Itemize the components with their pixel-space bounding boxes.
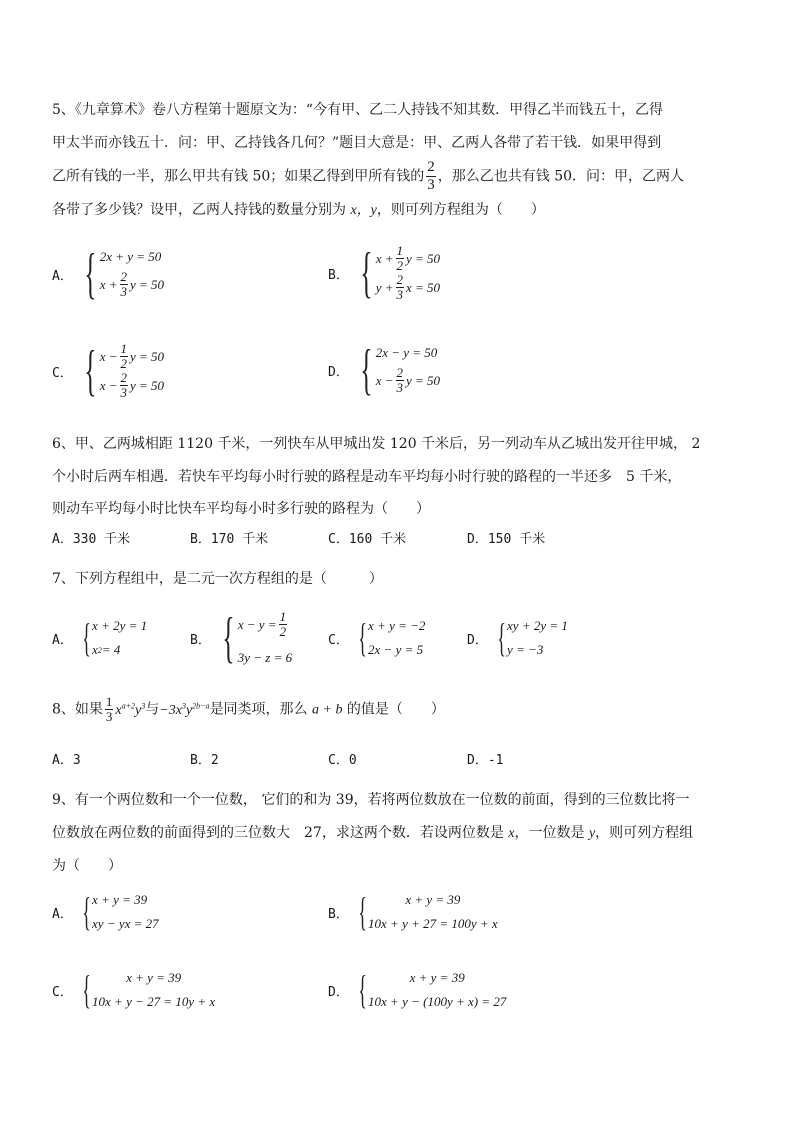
q8-option-a[interactable]: A．3 [52,753,81,768]
q5-option-d[interactable]: D． { 2x − y = 50 x − $\frac{2}{3}$ y = 50 [328,339,441,401]
q5-option-a[interactable]: A． { 2x + y = 50 x + $\frac{2}{3}$ y = 50 [52,243,165,305]
q9-option-d[interactable]: D． { x + y = 39 10x + y − (100y + x) = 27 [328,967,507,1012]
q8-option-c[interactable]: C．0 [328,753,357,768]
question-5-stem: 5、《九章算术》卷八方程第十题原文为：“今有甲、乙二人持钱不知其数．甲得乙半而钱五十，乙得 甲太半而亦钱五十．问：甲、乙持钱各几何？”题目大意是：甲、乙两人各带了若干钱．如果甲得到 乙所有钱的一半，那么甲共有钱 50；如果乙得到甲所有钱的 $\frac{2}{3}$ ，那么乙也共有钱 50．问：甲，乙两人 各带了多少钱？设甲，乙两人持钱的数量分别为 x，y，则可列方程组为（ ） [52,102,685,218]
q9-option-a[interactable]: A． { x + y = 39 xy − yx = 27 [52,889,159,934]
q7-option-d[interactable]: D． { xy + 2y = 1 y = −3 [467,615,568,660]
q8-option-b[interactable]: B．2 [190,753,219,768]
question-7-stem: 7、下列方程组中，是二元一次方程组的是（ ） [52,571,383,587]
q6-option-c[interactable]: C．160 千米 [328,532,407,547]
q5-option-b[interactable]: B． { x + $\frac{1}{2}$ y = 50 y + $\frac{2}{3}$ x = 50 [328,242,441,304]
q8-option-d[interactable]: D．-1 [467,753,504,768]
q5-option-c[interactable]: C． { x − $\frac{1}{2}$ y = 50 x − $\frac{2}{3}$ y = 50 [52,340,165,402]
q9-option-b[interactable]: B． { x + y = 39 10x + y + 27 = 100y + x [328,889,498,934]
q7-option-a[interactable]: A． { x + 2y = 1 x 2 = 4 [52,615,148,660]
q9-option-c[interactable]: C． { x + y = 39 10x + y − 27 = 10y + x [52,967,216,1012]
q7-option-b[interactable]: B． { x − y = $\frac{1}{2}$ 3y − z = 6 [190,607,293,669]
q6-option-d[interactable]: D．150 千米 [467,532,546,547]
question-8-stem: 8、如果 $\frac{1}{3}$ $x^{a+2}y^3$与$-3x^3y^{2b-a}$是同类项，那么 a + b 的值是（ ） [52,694,445,725]
question-6-stem: 6、甲、乙两城相距 1120 千米，一列快车从甲城出发 120 千米后，另一列动车从乙城出发开往甲城， 2 个小时后两车相遇．若快车平均每小时行驶的路程是动车平均每小时行驶的路程的一半还多 5 千米， 则动车平均每小时比快车平均每小时多行驶的路程为（ ） [52,436,701,517]
q6-option-a[interactable]: A．330 千米 [52,532,131,547]
question-9-stem: 9、有一个两位数和一个一位数， 它们的和为 39，若将两位数放在一位数的前面，得到的三位数比将一 位数放在两位数的前面得到的三位数大 27，求这两个数．若设两位数是 x，一位数是 y，则可列方程组 为（ ） [52,792,694,874]
q7-option-c[interactable]: C． { x + y = −2 2x − y = 5 [328,615,426,660]
q6-option-b[interactable]: B．170 千米 [190,532,269,547]
